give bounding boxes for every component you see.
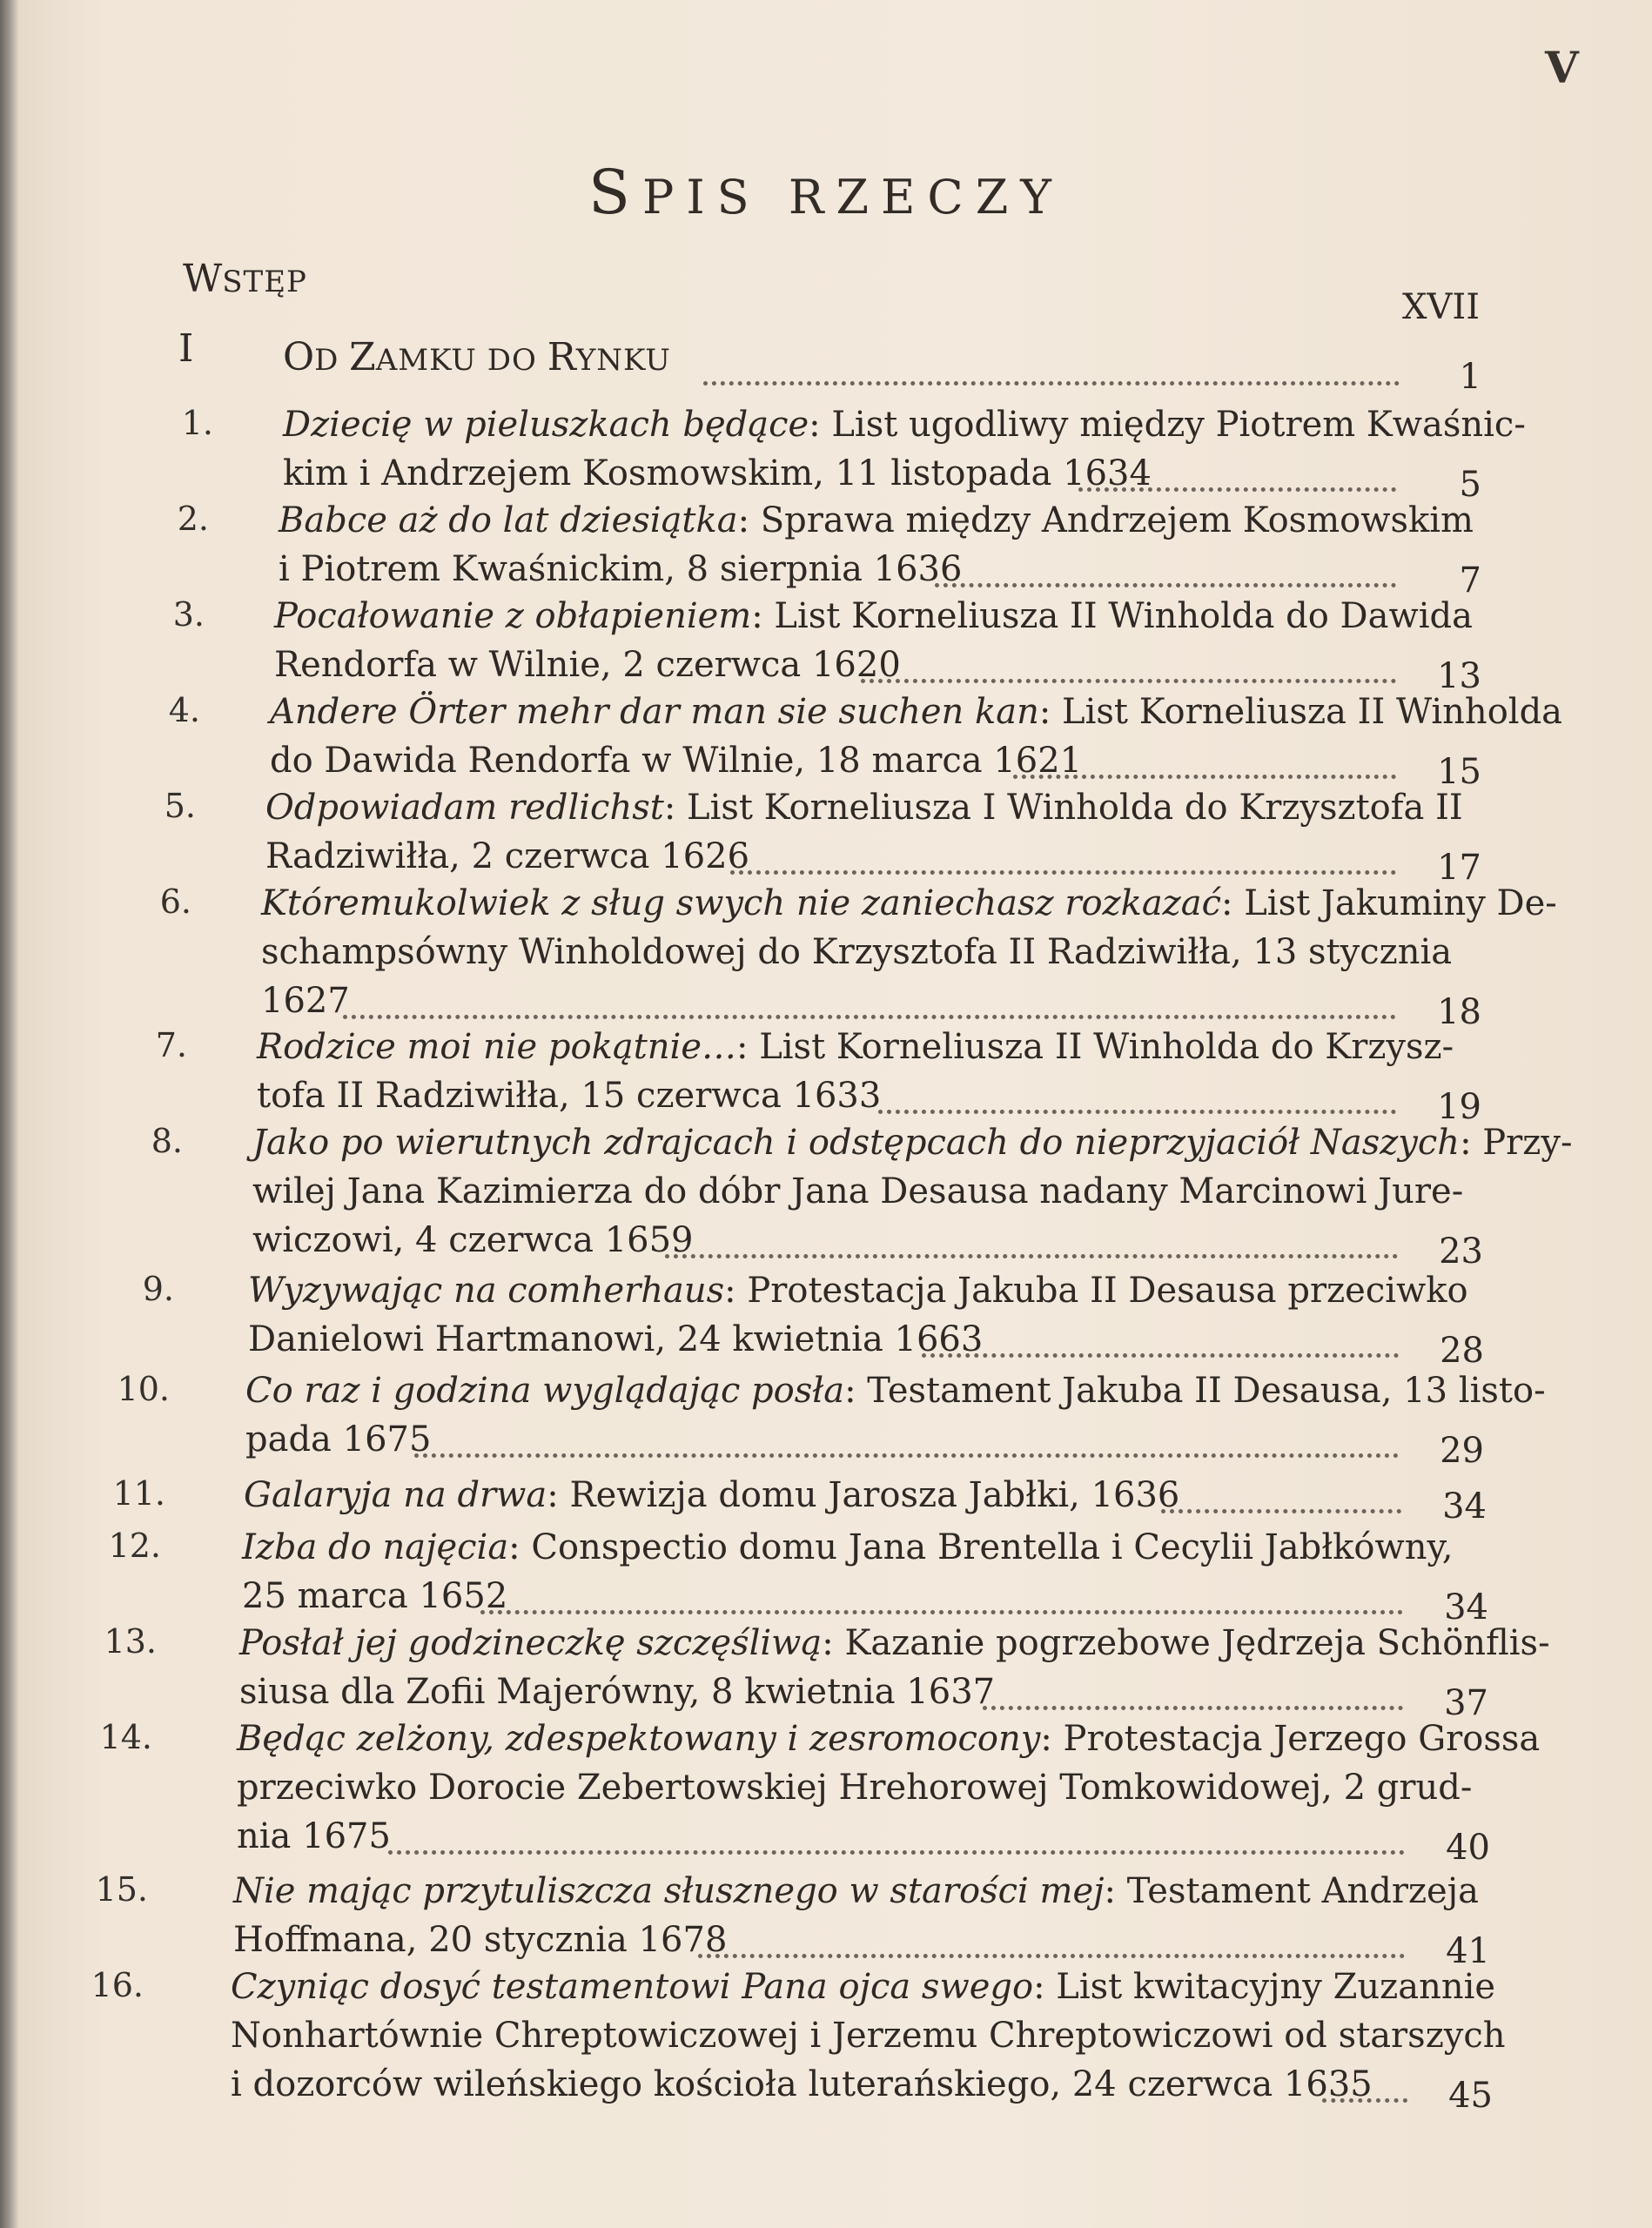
entry-line: Radziwiłła, 2 czerwca 1626 <box>265 836 750 876</box>
toc-entry <box>237 1715 1540 1861</box>
entry-title: Babce aż do lat dziesiątka <box>279 500 738 540</box>
entry-title: Pocałowanie z obłapieniem <box>274 596 752 636</box>
entry-title: Rodzice moi nie pokątnie… <box>257 1027 736 1067</box>
intro-rest: STĘP <box>222 265 307 299</box>
leader-dots <box>730 870 1396 875</box>
entry-title: Galaryja na drwa <box>244 1475 547 1515</box>
entry-number: 6. <box>159 882 191 921</box>
leader-dots <box>1322 2098 1407 2103</box>
leader-dots <box>665 1254 1398 1258</box>
entry-page: 40 <box>1446 1828 1490 1868</box>
entry-line: przeciwko Dorocie Zebertowskiej Hrehorowej Tomkowidowej, 2 grud- <box>237 1768 1473 1808</box>
entry-title: Nie mając przytuliszcza słusznego w starości mej <box>233 1871 1105 1911</box>
entry-title: Andere Örter mehr dar man sie suchen kan <box>270 692 1039 732</box>
intro-page: XVII <box>1402 287 1480 327</box>
leader-dots <box>480 1610 1403 1614</box>
leader-dots <box>1013 775 1396 779</box>
entry-line: 1627 <box>261 981 350 1021</box>
entry-number: 4. <box>168 691 200 729</box>
leader-dots <box>698 1954 1405 1958</box>
toc-entry <box>245 1366 1546 1464</box>
toc-entry <box>261 879 1557 1025</box>
entry-number: 11. <box>112 1474 165 1513</box>
entry-line: Czyniąc dosyć testamentowi Pana ojca swego: List kwitacyjny Zuzannie <box>231 1967 1496 2007</box>
entry-line: Posłał jej godzineczkę szczęśliwą: Kazanie pogrzebowe Jędrzeja Schönflis- <box>239 1623 1550 1663</box>
entry-number: 13. <box>104 1622 157 1661</box>
entry-line: wiczowi, 4 czerwca 1659 <box>252 1220 694 1260</box>
leader-dots <box>343 1015 1396 1019</box>
toc-entry <box>257 1023 1454 1120</box>
entry-line: siusa dla Zofii Majerówny, 8 kwietnia 1637 <box>239 1672 996 1712</box>
section-page: 1 <box>1459 357 1481 397</box>
entry-title: Będąc zelżony, zdespektowany i zesromocony <box>237 1719 1041 1759</box>
entry-line: Andere Örter mehr dar man sie suchen kan: List Korneliusza II Winholda <box>270 692 1563 732</box>
entry-line: Któremukolwiek z sług swych nie zaniechasz rozkazać: List Jakuminy De- <box>261 883 1557 923</box>
entry-line: Danielowi Hartmanowi, 24 kwietnia 1663 <box>248 1319 984 1359</box>
entry-line: Jako po wierutnych zdrajcach i odstępcach do nieprzyjaciół Naszych: Przy- <box>252 1123 1573 1163</box>
entry-line: Babce aż do lat dziesiątka: Sprawa między Andrzejem Kosmowskim <box>279 500 1474 540</box>
entry-title: Co raz i godzina wyglądając posła <box>245 1371 845 1411</box>
entry-line: pada 1675 <box>245 1419 432 1460</box>
entry-title: Posłał jej godzineczkę szczęśliwą <box>239 1623 823 1663</box>
leader-dots <box>861 679 1396 683</box>
entry-line: Będąc zelżony, zdespektowany i zesromocony: Protestacja Jerzego Grossa <box>237 1719 1541 1759</box>
toc-entry <box>274 592 1473 689</box>
toc-entry <box>233 1867 1479 1964</box>
entry-line: Odpowiadam redlichst: List Korneliusza I Winholda do Krzysztofa II <box>265 788 1463 828</box>
entry-page: 45 <box>1448 2076 1493 2116</box>
entry-number: 12. <box>108 1527 161 1565</box>
entry-number: 7. <box>155 1026 187 1064</box>
entry-page: 29 <box>1440 1431 1484 1471</box>
entry-page: 7 <box>1459 560 1481 601</box>
toc-entry <box>248 1266 1468 1364</box>
entry-page: 5 <box>1459 465 1481 505</box>
entry-line: Hoffmana, 20 stycznia 1678 <box>233 1920 728 1960</box>
entry-page: 19 <box>1437 1087 1481 1127</box>
toc-entry <box>252 1118 1572 1265</box>
entry-number: 16. <box>91 1966 144 2004</box>
entry-line: tofa II Radziwiłła, 15 czerwca 1633 <box>257 1076 882 1116</box>
entry-title: Jako po wierutnych zdrajcach i odstępcach do nieprzyjaciół Naszych <box>252 1123 1461 1163</box>
entry-title: Wyzywając na comherhaus <box>248 1271 725 1311</box>
entry-page: 17 <box>1437 848 1481 888</box>
entry-line: Rodzice moi nie pokątnie…: List Korneliusza II Winholda do Krzysz- <box>257 1027 1454 1067</box>
toc-entry <box>242 1523 1453 1621</box>
entry-number: 14. <box>99 1718 152 1756</box>
title-rest: PIS RZECZY <box>642 170 1064 225</box>
toc-entry <box>265 783 1463 881</box>
entry-number: 10. <box>117 1370 170 1408</box>
entry-line: Dziecię w pieluszkach będące: List ugodliwy między Piotrem Kwaśnic- <box>283 405 1526 445</box>
entry-page: 34 <box>1442 1486 1487 1527</box>
toc-entry <box>283 400 1526 498</box>
entry-line: Wyzywając na comherhaus: Protestacja Jakuba II Desausa przeciwko <box>248 1271 1468 1311</box>
leader-dots <box>703 381 1400 386</box>
intro-initial: W <box>183 257 223 301</box>
page-title <box>0 157 1652 228</box>
leader-dots <box>935 583 1396 587</box>
entry-line: Nie mając przytuliszcza słusznego w starości mej: Testament Andrzeja <box>233 1871 1479 1911</box>
page-number: V <box>1545 42 1579 93</box>
entry-line: Izba do najęcia: Conspectio domu Jana Brentella i Cecylii Jabłkówny, <box>242 1527 1454 1567</box>
entry-number: 8. <box>151 1122 183 1160</box>
leader-dots <box>414 1453 1399 1458</box>
entry-line: Co raz i godzina wyglądając posła: Testament Jakuba II Desausa, 13 listo- <box>245 1371 1546 1411</box>
entry-title: Dziecię w pieluszkach będące <box>283 405 809 445</box>
entry-line: Nonhartównie Chreptowiczowej i Jerzemu Chreptowiczowi od starszych <box>231 2016 1506 2056</box>
entry-page: 15 <box>1437 752 1481 792</box>
title-initial: S <box>588 157 643 228</box>
entry-page: 18 <box>1437 992 1481 1032</box>
entry-title: Izba do najęcia <box>242 1527 509 1567</box>
entry-line: kim i Andrzejem Kosmowskim, 11 listopada 1634 <box>283 453 1152 493</box>
entry-line: Rendorfa w Wilnie, 2 czerwca 1620 <box>274 645 901 685</box>
entry-line: Galaryja na drwa: Rewizja domu Jarosza Jabłki, 1636 <box>244 1475 1180 1515</box>
section-title: OD ZAMKU DO RYNKU <box>283 335 671 379</box>
entry-number: 3. <box>172 595 205 634</box>
leader-dots <box>983 1706 1403 1710</box>
intro-heading <box>183 257 307 301</box>
entry-page: 37 <box>1444 1683 1488 1723</box>
entry-page: 13 <box>1437 656 1481 696</box>
entry-line: i dozorców wileńskiego kościoła luterańskiego, 24 czerwca 1635 <box>231 2064 1373 2104</box>
toc-entry <box>239 1619 1550 1716</box>
leader-dots <box>388 1850 1405 1855</box>
entry-line: Pocałowanie z obłapieniem: List Korneliusza II Winholda do Dawida <box>274 596 1473 636</box>
entry-line: 25 marca 1652 <box>242 1576 508 1616</box>
entry-page: 41 <box>1446 1931 1490 1971</box>
entry-title: Czyniąc dosyć testamentowi Pana ojca swego <box>231 1967 1034 2007</box>
entry-line: nia 1675 <box>237 1816 391 1856</box>
entry-number: 2. <box>177 500 209 538</box>
entry-line: i Piotrem Kwaśnickim, 8 sierpnia 1636 <box>279 549 963 589</box>
entry-title: Któremukolwiek z sług swych nie zaniechasz rozkazać <box>261 883 1222 923</box>
entry-page: 23 <box>1439 1231 1483 1272</box>
entry-number: 1. <box>181 404 213 442</box>
entry-number: 5. <box>164 787 196 825</box>
entry-line: wilej Jana Kazimierza do dóbr Jana Desausa nadany Marcinowi Jure- <box>252 1171 1464 1211</box>
toc-entry <box>231 1963 1506 2109</box>
entry-number: 9. <box>142 1270 174 1308</box>
toc-entry <box>244 1471 1179 1520</box>
entry-title: Odpowiadam redlichst <box>265 788 664 828</box>
toc-entry <box>279 496 1474 594</box>
entry-line: do Dawida Rendorfa w Wilnie, 18 marca 1621 <box>270 741 1083 781</box>
entry-number: 15. <box>95 1870 148 1909</box>
entry-page: 28 <box>1440 1331 1484 1371</box>
section-number: I <box>178 326 194 371</box>
toc-entry <box>270 688 1562 785</box>
leader-dots <box>1078 487 1396 492</box>
leader-dots <box>1161 1509 1401 1513</box>
entry-page: 34 <box>1444 1587 1488 1627</box>
entry-line: schampsówny Winholdowej do Krzysztofa II Radziwiłła, 13 stycznia <box>261 932 1453 972</box>
leader-dots <box>922 1353 1399 1358</box>
leader-dots <box>878 1110 1396 1114</box>
